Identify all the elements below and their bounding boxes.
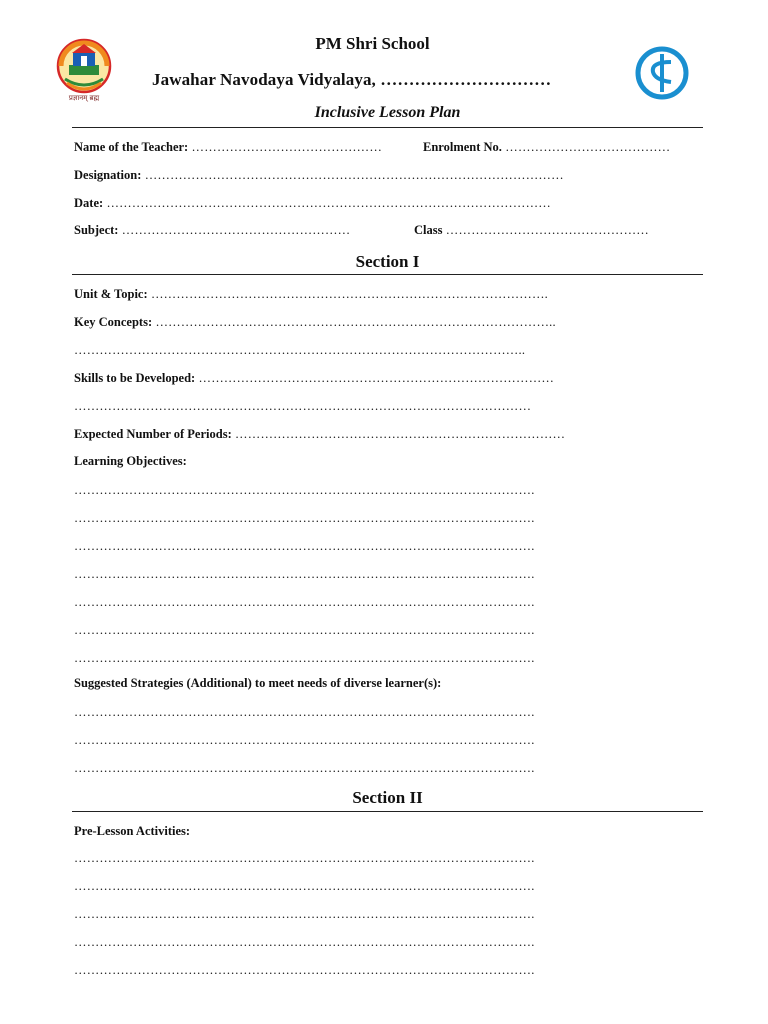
designation-label: Designation: — [74, 168, 142, 182]
date-field[interactable] — [74, 195, 700, 211]
prelesson-line[interactable]: ………………………………………………………………………………………………. — [74, 963, 535, 977]
objective-line[interactable]: ………………………………………………………………………………………………. — [74, 539, 535, 553]
prelesson-line[interactable]: ………………………………………………………………………………………………. — [74, 907, 535, 921]
enrolment-blank: ………………………………… — [501, 140, 671, 154]
strategy-line[interactable]: ………………………………………………………………………………………………. — [74, 733, 535, 747]
prelesson-line[interactable]: ………………………………………………………………………………………………. — [74, 851, 535, 865]
class-blank: ………………………………………… — [442, 223, 650, 237]
strategies-label: Suggested Strategies (Additional) to meet needs of diverse learner(s): — [74, 676, 442, 690]
unit-topic-label: Unit & Topic: — [74, 287, 148, 301]
skills-label: Skills to be Developed: — [74, 371, 196, 385]
header-divider — [72, 127, 703, 128]
key-concepts-label: Key Concepts: — [74, 315, 153, 329]
date-label: Date: — [74, 196, 104, 210]
strategy-line[interactable]: ………………………………………………………………………………………………. — [74, 705, 535, 719]
objective-line[interactable]: ………………………………………………………………………………………………. — [74, 511, 535, 525]
section-1-divider — [72, 274, 703, 275]
subject-field[interactable] — [74, 222, 394, 238]
subject-blank: ……………………………………………… — [118, 223, 351, 237]
objective-line[interactable]: ………………………………………………………………………………………………. — [74, 567, 535, 581]
strategies-heading — [74, 675, 700, 691]
objectives-heading — [74, 453, 700, 469]
key-concepts-blank: ………………………………………………………………………………….. — [152, 315, 556, 329]
section-2-divider — [72, 811, 703, 812]
unit-topic-blank: …………………………………………………………………………………. — [147, 287, 548, 301]
prelesson-label: Pre-Lesson Activities: — [74, 824, 191, 838]
periods-blank: …………………………………………………………………… — [231, 427, 566, 441]
skills-blank: ………………………………………………………………………… — [195, 371, 555, 385]
section-2-title: Section II — [352, 788, 423, 807]
periods-field[interactable] — [74, 426, 700, 442]
teacher-name-field[interactable] — [74, 139, 414, 155]
class-label: Class — [414, 223, 443, 237]
objective-line[interactable]: ………………………………………………………………………………………………. — [74, 483, 535, 497]
objectives-label: Learning Objectives: — [74, 454, 187, 468]
document-title: Inclusive Lesson Plan — [314, 104, 461, 121]
skills-continuation[interactable]: ……………………………………………………………………………………………… — [74, 399, 532, 413]
ncert-logo — [633, 46, 691, 100]
school-title: PM Shri School — [315, 34, 430, 53]
designation-blank: ……………………………………………………………………………………… — [141, 168, 564, 182]
periods-label: Expected Number of Periods: — [74, 427, 232, 441]
section-1-title: Section I — [355, 252, 420, 271]
strategy-line[interactable]: ………………………………………………………………………………………………. — [74, 761, 535, 775]
enrolment-field[interactable] — [423, 139, 700, 155]
objective-line[interactable]: ………………………………………………………………………………………………. — [74, 651, 535, 665]
objective-line[interactable]: ………………………………………………………………………………………………. — [74, 595, 535, 609]
subject-label: Subject: — [74, 223, 119, 237]
prelesson-heading — [74, 823, 700, 839]
objective-line[interactable]: ………………………………………………………………………………………………. — [74, 623, 535, 637]
key-concepts-continuation[interactable]: …………………………………………………………………………………………….. — [74, 343, 526, 357]
unit-topic-field[interactable] — [74, 286, 700, 302]
class-field[interactable] — [414, 222, 700, 238]
prelesson-line[interactable]: ………………………………………………………………………………………………. — [74, 879, 535, 893]
prelesson-line[interactable]: ………………………………………………………………………………………………. — [74, 935, 535, 949]
school-name-line: Jawahar Navodaya Vidyalaya, ………………………… — [152, 70, 552, 89]
teacher-name-blank: ……………………………………… — [188, 140, 383, 154]
key-concepts-field[interactable] — [74, 314, 700, 330]
teacher-name-label: Name of the Teacher: — [74, 140, 189, 154]
date-blank: …………………………………………………………………………………………… — [103, 196, 551, 210]
designation-field[interactable] — [74, 167, 700, 183]
enrolment-label: Enrolment No. — [423, 140, 502, 154]
skills-field[interactable] — [74, 370, 700, 386]
jnv-logo-motto: प्रज्ञानम् ब्रह्म — [68, 94, 100, 102]
